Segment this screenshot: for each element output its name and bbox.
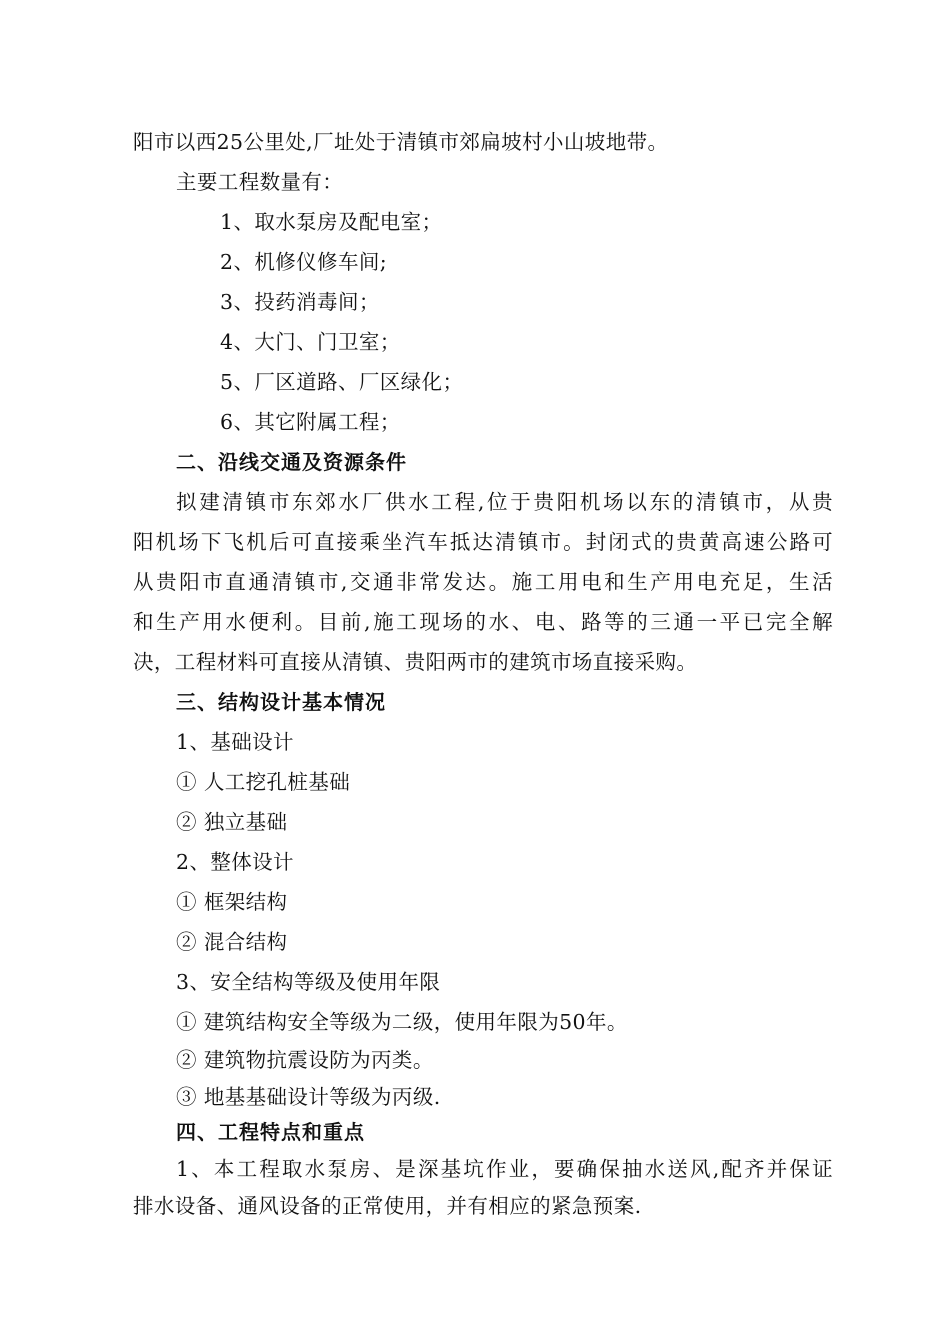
list-item: ③ 地基基础设计等级为丙级. bbox=[176, 1085, 441, 1109]
paragraph-line: 和生产用水便利。目前,施工现场的水、电、路等的三通一平已完全解 bbox=[133, 610, 833, 634]
paragraph-line: 阳机场下飞机后可直接乘坐汽车抵达清镇市。封闭式的贵黄高速公路可 bbox=[133, 530, 833, 554]
paragraph-line: 1、本工程取水泵房、是深基坑作业，要确保抽水送风,配齐并保证 bbox=[176, 1157, 833, 1181]
list-item: ① 框架结构 bbox=[176, 890, 288, 914]
paragraph-line: 从贵阳市直通清镇市,交通非常发达。施工用电和生产用电充足，生活 bbox=[133, 570, 833, 594]
subsection-title: 2、整体设计 bbox=[176, 850, 294, 874]
paragraph-line: 阳市以西25公里处,厂址处于清镇市郊扁坡村小山坡地带。 bbox=[133, 130, 669, 154]
section-heading: 二、沿线交通及资源条件 bbox=[176, 450, 407, 474]
paragraph-line: 排水设备、通风设备的正常使用，并有相应的紧急预案. bbox=[133, 1194, 642, 1218]
list-item: 4、大门、门卫室； bbox=[220, 330, 401, 354]
list-item: 2、机修仪修车间; bbox=[220, 250, 388, 274]
paragraph-line: 决，工程材料可直接从清镇、贵阳两市的建筑市场直接采购。 bbox=[133, 650, 698, 674]
list-item: ② 独立基础 bbox=[176, 810, 288, 834]
subsection-title: 1、基础设计 bbox=[176, 730, 294, 754]
section-heading: 三、结构设计基本情况 bbox=[176, 690, 386, 714]
list-item: 1、取水泵房及配电室； bbox=[220, 210, 443, 234]
list-item: 5、厂区道路、厂区绿化； bbox=[220, 370, 464, 394]
list-item: ② 建筑物抗震设防为丙类。 bbox=[176, 1048, 434, 1072]
paragraph-line: 拟建清镇市东郊水厂供水工程,位于贵阳机场以东的清镇市，从贵 bbox=[176, 490, 833, 514]
subsection-title: 3、安全结构等级及使用年限 bbox=[176, 970, 441, 994]
list-item: ① 人工挖孔桩基础 bbox=[176, 770, 351, 794]
list-item: ② 混合结构 bbox=[176, 930, 288, 954]
list-item: ① 建筑结构安全等级为二级，使用年限为50年。 bbox=[176, 1010, 628, 1034]
list-item: 3、投药消毒间； bbox=[220, 290, 380, 314]
section-heading: 四、工程特点和重点 bbox=[176, 1120, 365, 1144]
paragraph-intro: 主要工程数量有： bbox=[176, 170, 344, 194]
list-item: 6、其它附属工程； bbox=[220, 410, 401, 434]
